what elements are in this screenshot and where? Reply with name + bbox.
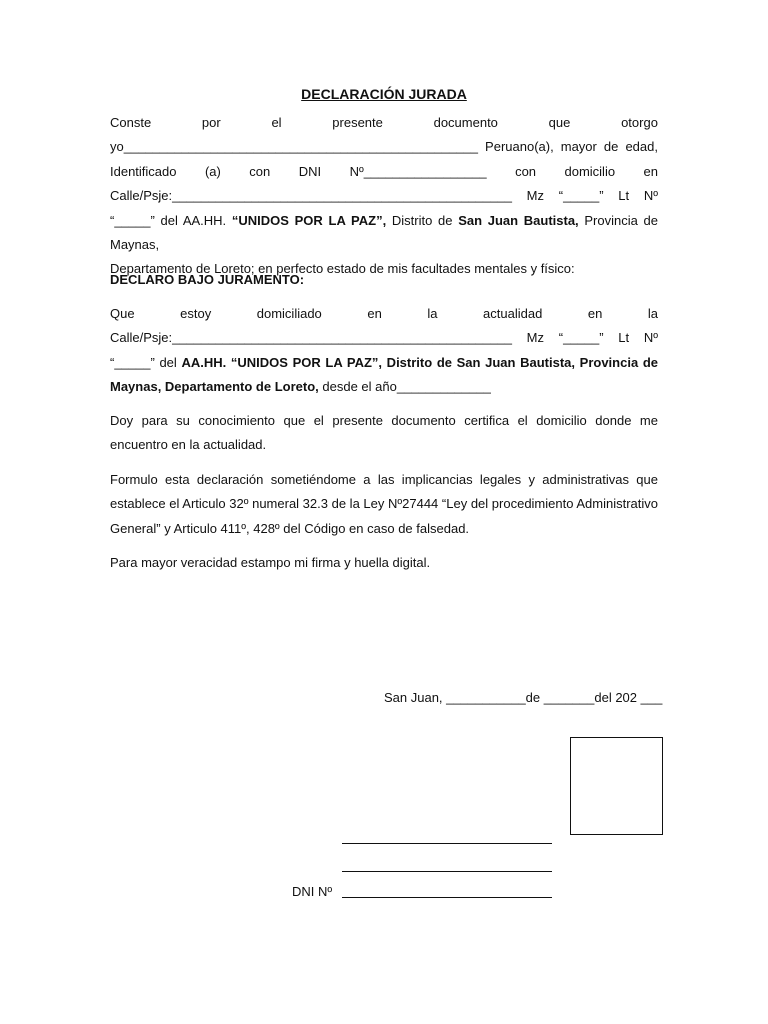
domicile-paragraph [110,302,658,400]
dni-line [342,897,552,898]
intro-line-3: Identificado (a) con DNI Nº_________________ con domicilio en [110,163,658,179]
name-blank: yo_________________________________________________ [110,139,478,155]
intro-line-1: Conste por el presente documento que otorgo [110,115,658,130]
domicile-line-4: Maynas, Departamento de Loreto, desde el año_____________ [110,379,491,395]
intro-line-5: “_____” del AA.HH. “UNIDOS POR LA PAZ”, Distrito de San Juan Bautista, Provincia de Maynas, [110,212,658,253]
certify-paragraph: Doy para su conocimiento que el presente documento certifica el domicilio donde me encuentro en la actualidad. [110,413,658,453]
dni-blank: Nº_________________ [349,163,487,179]
intro-line-4: Calle/Psje:_______________________________________________ Mz “_____” Lt Nº [110,188,658,204]
fingerprint-box [570,737,663,835]
declaro-heading: DECLARO BAJO JURAMENTO: [110,272,305,287]
legal-paragraph: Formulo esta declaración sometiéndome a las implicancias legales y administrativas que establece el Articulo 32º numeral 32.3 de la Ley Nº27444 “Ley del procedimiento Administrativo General” y Articulo 411º, 428º del Código en caso de falsedad. [110,472,658,536]
domicile-line-2: Calle/Psje:_______________________________________________ Mz “_____” Lt Nº [110,330,658,346]
domicile-street-blank: Calle/Psje:_______________________________________________ [110,330,512,346]
veracity-paragraph: Para mayor veracidad estampo mi firma y huella digital. [110,555,431,570]
domicile-line-1: Que estoy domiciliado en la actualidad en la [110,306,658,321]
street-blank: Calle/Psje:_______________________________________________ [110,188,512,204]
intro-line-6: Departamento de Loreto; en perfecto estado de mis facultades mentales y físico: [110,261,575,277]
date-line: San Juan, ___________de _______del 202 ___ [384,690,663,705]
document-title: DECLARACIÓN JURADA [301,86,467,102]
name-line [342,871,552,872]
signature-line [342,843,552,844]
intro-paragraph [110,111,658,282]
dni-label: DNI Nº [292,884,333,899]
intro-line-2: yo_________________________________________________ Peruano(a), mayor de edad, [110,139,658,155]
domicile-line-3: “_____” del AA.HH. “UNIDOS POR LA PAZ”, Distrito de San Juan Bautista, Provincia de [110,354,658,370]
